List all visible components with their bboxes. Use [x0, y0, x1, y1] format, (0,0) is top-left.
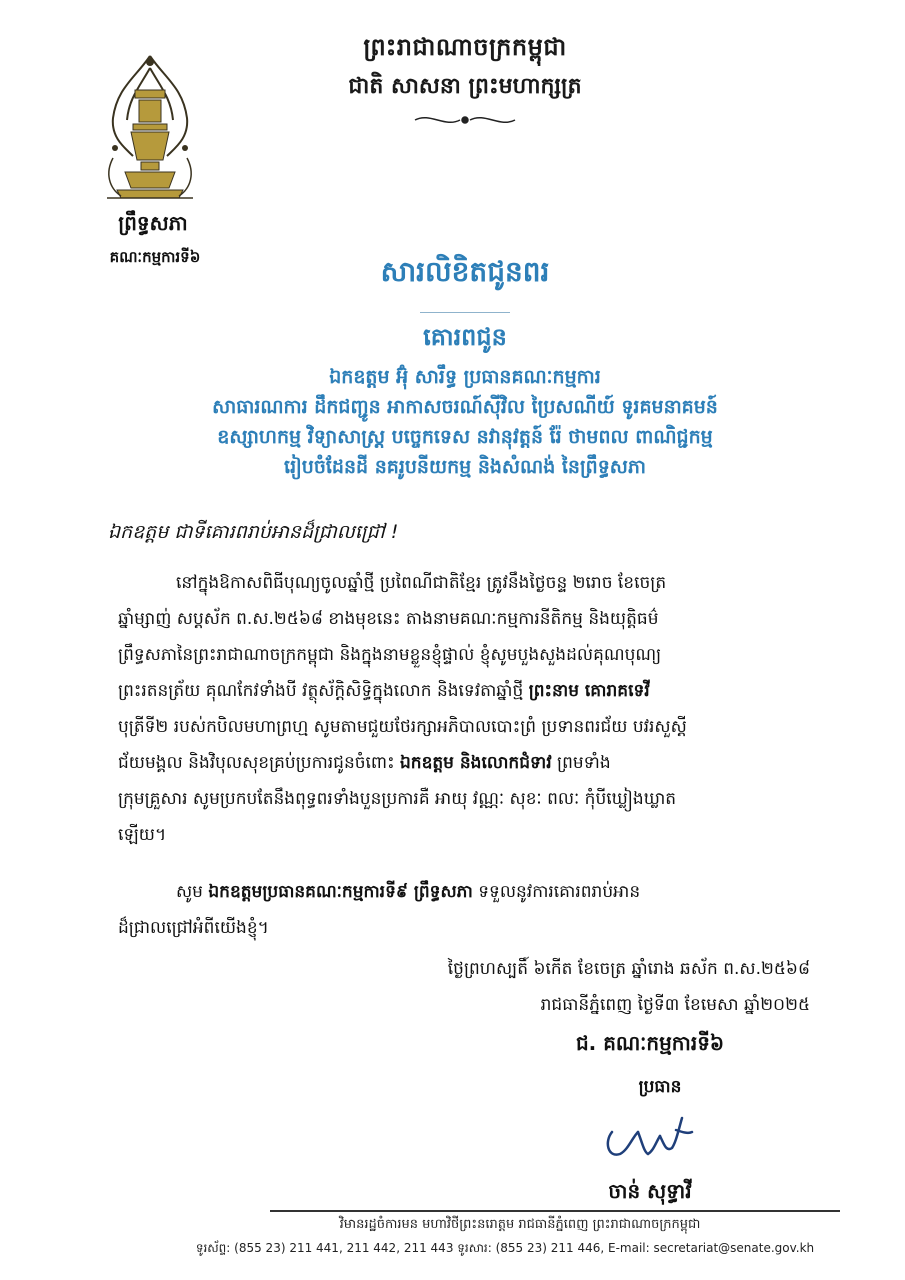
- text-span: ជ័យមង្គល និងវិបុលសុខគ្រប់ប្រការជូនចំពោះ: [118, 753, 395, 773]
- text-line: [118, 673, 808, 709]
- recipient-line: សាធារណការ ដឹកជញ្ជូន អាកាសចរណ៍ស៊ីវិល ប្រៃសណីយ៍ ទូរគមនាគមន៍: [212, 396, 718, 418]
- recipient-block: [120, 362, 810, 482]
- salutation: ឯកឧត្តម ជាទីគោរពរាប់អានដ៏ជ្រាលជ្រៅ !: [108, 521, 399, 543]
- institution-name: ព្រឹទ្ធសភា: [118, 211, 188, 235]
- text-line: បុត្រីទី២ របស់កបិលមហាព្រហ្ម សូមតាមជួយថែរក្សាអភិបាលបោះព្រំ ប្រទានពរជ័យ បវរសួស្តី: [118, 717, 687, 737]
- handwritten-signature-icon: [598, 1102, 698, 1172]
- text-span: ព្រះរតនត្រ័យ គុណកែវទាំងបី វត្ថុស័ក្តិសិទ្ធិក្នុងលោក និងទេវតាឆ្នាំថ្មី: [118, 681, 524, 701]
- recipient-line: ឧស្សាហកម្ម វិទ្យាសាស្ត្រ បច្ចេកទេស នវានុវត្តន៍ រ៉ែ ថាមពល ពាណិជ្ជកម្ម: [217, 426, 713, 448]
- kingdom-heading: ព្រះរាជាណាចក្រកម្ពុជា: [363, 33, 567, 61]
- text-span: ទទួលនូវការគោរពរាប់អាន: [478, 882, 641, 902]
- footer-divider: [270, 1210, 840, 1212]
- letter-paragraph-2: [118, 874, 808, 946]
- footer-contact: ទូរស័ព្ទ: (855 23) 211 441, 211 442, 211 443 ទូរសារ: (855 23) 211 446, E-mail: secretariat@senate.gov.kh: [195, 1241, 815, 1255]
- footer-address: វិមានរដ្ឋចំការមន មហាវិថីព្រះនរោត្តម រាជធានីភ្នំពេញ ព្រះរាជាណាចក្រកម្ពុជា: [339, 1217, 701, 1232]
- deity-name: ព្រះនាម គោរាគទេវី: [528, 681, 650, 701]
- national-motto: ជាតិ សាសនា ព្រះមហាក្សត្រ: [348, 74, 582, 99]
- lunar-date: ថ្ងៃព្រហស្បតិ៍ ៦កើត ខែចេត្រ ឆ្នាំរោង ឆស័ក ព.ស.២៥៦៨: [447, 959, 810, 979]
- text-line: [118, 745, 808, 781]
- signer-name: ចាន់ សុទ្ធាវី: [608, 1179, 692, 1203]
- text-line: ក្រុមគ្រួសារ សូមប្រកបតែនឹងពុទ្ធពរទាំងបួនប្រការគឺ អាយុ វណ្ណៈ សុខៈ ពលៈ កុំបីឃ្លៀងឃ្លាត: [118, 789, 677, 809]
- text-span: ព្រមទាំង: [557, 753, 611, 773]
- title-divider: [420, 312, 510, 313]
- honorific-bold: ឯកឧត្តម និងលោកជំទាវ: [400, 753, 552, 773]
- recipient-line: ឯកឧត្តម អ៊ុំ សារឹទ្ធ ប្រធានគណៈកម្មការ: [329, 366, 601, 388]
- text-line: [118, 874, 808, 910]
- solar-date: រាជធានីភ្នំពេញ ថ្ងៃទី៣ ខែមេសា ឆ្នាំ២០២៥: [540, 995, 810, 1015]
- recipient-line: រៀបចំដែនដី នគរូបនីយកម្ម និងសំណង់ នៃព្រឹទ្ធសភា: [284, 456, 646, 478]
- text-line: ដ៏ជ្រាលជ្រៅអំពីយើងខ្ញុំ។: [118, 918, 269, 938]
- senate-emblem-icon: [95, 48, 205, 213]
- letter-paragraph-1: [118, 565, 808, 853]
- text-line: ព្រឹទ្ធសភានៃព្រះរាជាណាចក្រកម្ពុជា និងក្នុងនាមខ្លួនខ្ញុំផ្ទាល់ ខ្ញុំសូមបួងសួងដល់គុណបុណ្យ: [118, 645, 662, 665]
- honorific-bold: ឯកឧត្តមប្រធានគណៈកម្មការទី៩ ព្រឹទ្ធសភា: [208, 882, 473, 902]
- text-line: ឆ្នាំម្សាញ់ សប្តស័ក ព.ស.២៥៦៨ ខាងមុខនេះ តាងនាមគណៈកម្មការនីតិកម្ម និងយុត្តិធម៌: [118, 609, 659, 629]
- respect-line: គោរពជូន: [423, 323, 507, 351]
- commission-name: គណៈកម្មការទី៦: [109, 248, 201, 266]
- document-title: សារលិខិតជូនពរ: [380, 255, 550, 288]
- text-span: សូម: [176, 882, 203, 902]
- on-behalf-line: ជ. គណៈកម្មការទី៦: [575, 1031, 725, 1055]
- text-line: ឡើយ។: [118, 825, 167, 845]
- ornament-divider-icon: [410, 110, 520, 130]
- text-line: នៅក្នុងឱកាសពិធីបុណ្យចូលឆ្នាំថ្មី ប្រពៃណីជាតិខ្មែរ ត្រូវនឹងថ្ងៃចន្ទ ២រោច ខែចេត្រ: [176, 573, 667, 593]
- signer-position: ប្រធាន: [638, 1077, 682, 1097]
